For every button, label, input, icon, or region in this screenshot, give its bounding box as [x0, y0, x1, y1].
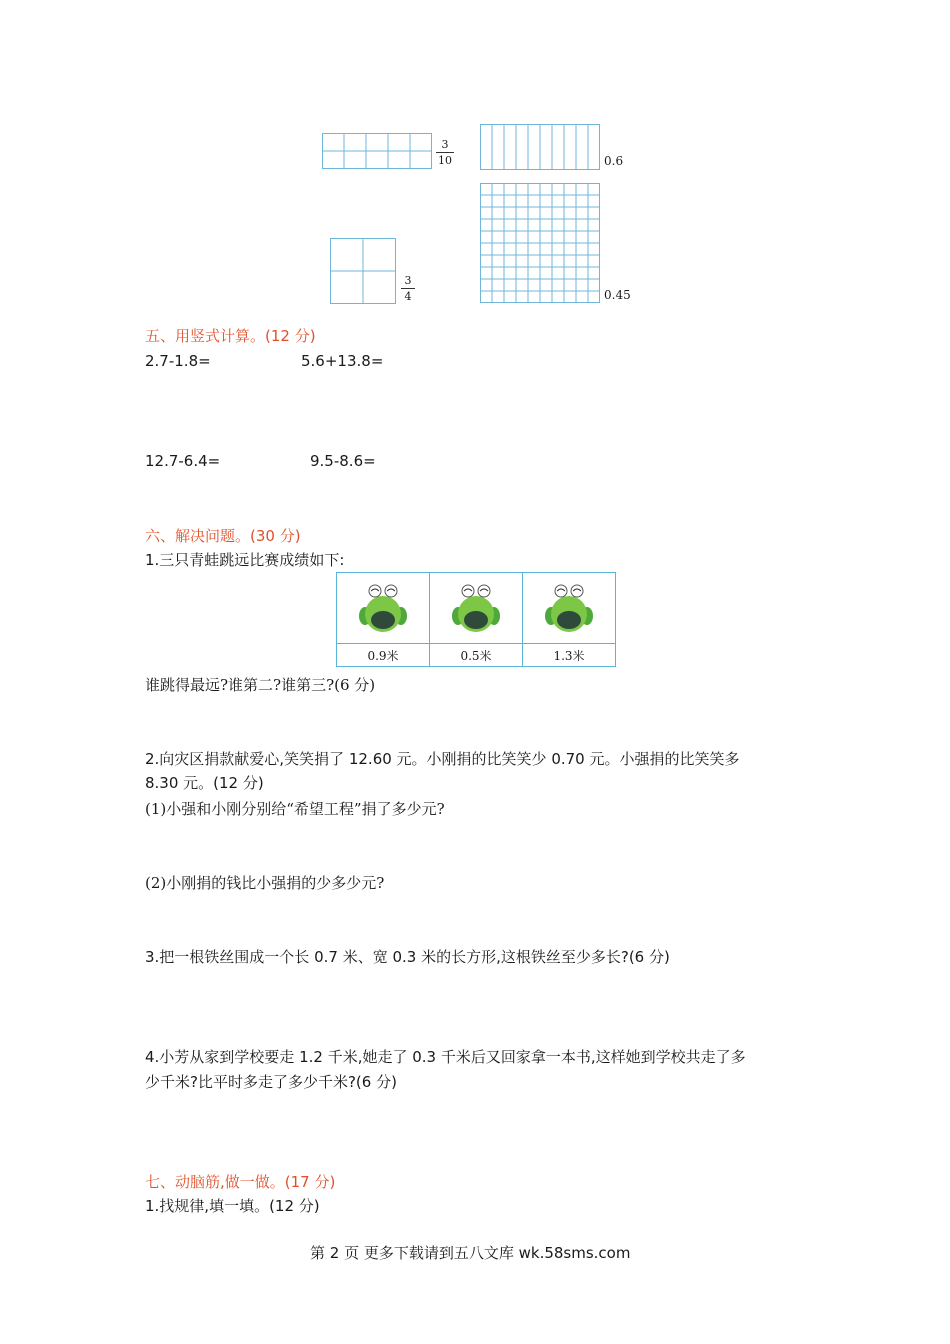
question-1-intro: 1.三只青蛙跳远比赛成绩如下: — [145, 551, 345, 569]
frog-results-table — [336, 572, 616, 667]
section7-title: 七、动脑筋,做一做。(17 分) — [145, 1173, 336, 1191]
hundredths-grid-figure — [480, 183, 600, 303]
page-footer: 第 2 页 更多下载请到五八文库 wk.58sms.com — [310, 1244, 631, 1262]
fraction-label-3-4: 3 4 — [401, 274, 415, 303]
question-2-sub1: (1)小强和小刚分别给“希望工程”捐了多少元? — [145, 800, 445, 818]
question-3: 3.把一根铁丝围成一个长 0.7 米、宽 0.3 米的长方形,这根铁丝至少多长?(6 分) — [145, 948, 670, 966]
frog-distance: 1.3米 — [523, 644, 616, 667]
question-2-sub2: (2)小刚捐的钱比小强捐的少多少元? — [145, 874, 385, 892]
decimal-label-0-45: 0.45 — [604, 288, 631, 302]
section6-title: 六、解决问题。(30 分) — [145, 527, 301, 545]
problem-9-5-minus-8-6: 9.5-8.6= — [310, 452, 376, 470]
frog-cell — [430, 573, 523, 644]
tenths-grid-figure — [322, 133, 432, 169]
frog-icon — [539, 576, 599, 636]
problem-2-7-minus-1-8: 2.7-1.8= — [145, 352, 211, 370]
question-4-line2: 少千米?比平时多走了多少千米?(6 分) — [145, 1073, 397, 1091]
frog-icon — [353, 576, 413, 636]
frog-distance: 0.5米 — [430, 644, 523, 667]
quarters-grid-figure — [330, 238, 396, 304]
frog-icon — [446, 576, 506, 636]
question-4-line1: 4.小芳从家到学校要走 1.2 千米,她走了 0.3 千米后又回家拿一本书,这样她到学校共走了多 — [145, 1048, 746, 1066]
section7-question-1: 1.找规律,填一填。(12 分) — [145, 1197, 320, 1215]
question-2-line2: 8.30 元。(12 分) — [145, 774, 264, 792]
frog-cell — [337, 573, 430, 644]
question-2-line1: 2.向灾区捐款献爱心,笑笑捐了 12.60 元。小刚捐的比笑笑少 0.70 元。小强捐的比笑笑多 — [145, 750, 740, 768]
decimal-label-0-6: 0.6 — [604, 154, 624, 168]
fraction-label-3-10: 3 10 — [438, 138, 452, 167]
question-1-ask: 谁跳得最远?谁第二?谁第三?(6 分) — [145, 676, 376, 694]
vertical-strips-figure — [480, 124, 600, 170]
problem-12-7-minus-6-4: 12.7-6.4= — [145, 452, 221, 470]
frog-cell — [523, 573, 616, 644]
section5-title: 五、用竖式计算。(12 分) — [145, 327, 316, 345]
problem-5-6-plus-13-8: 5.6+13.8= — [301, 352, 384, 370]
frog-distance: 0.9米 — [337, 644, 430, 667]
